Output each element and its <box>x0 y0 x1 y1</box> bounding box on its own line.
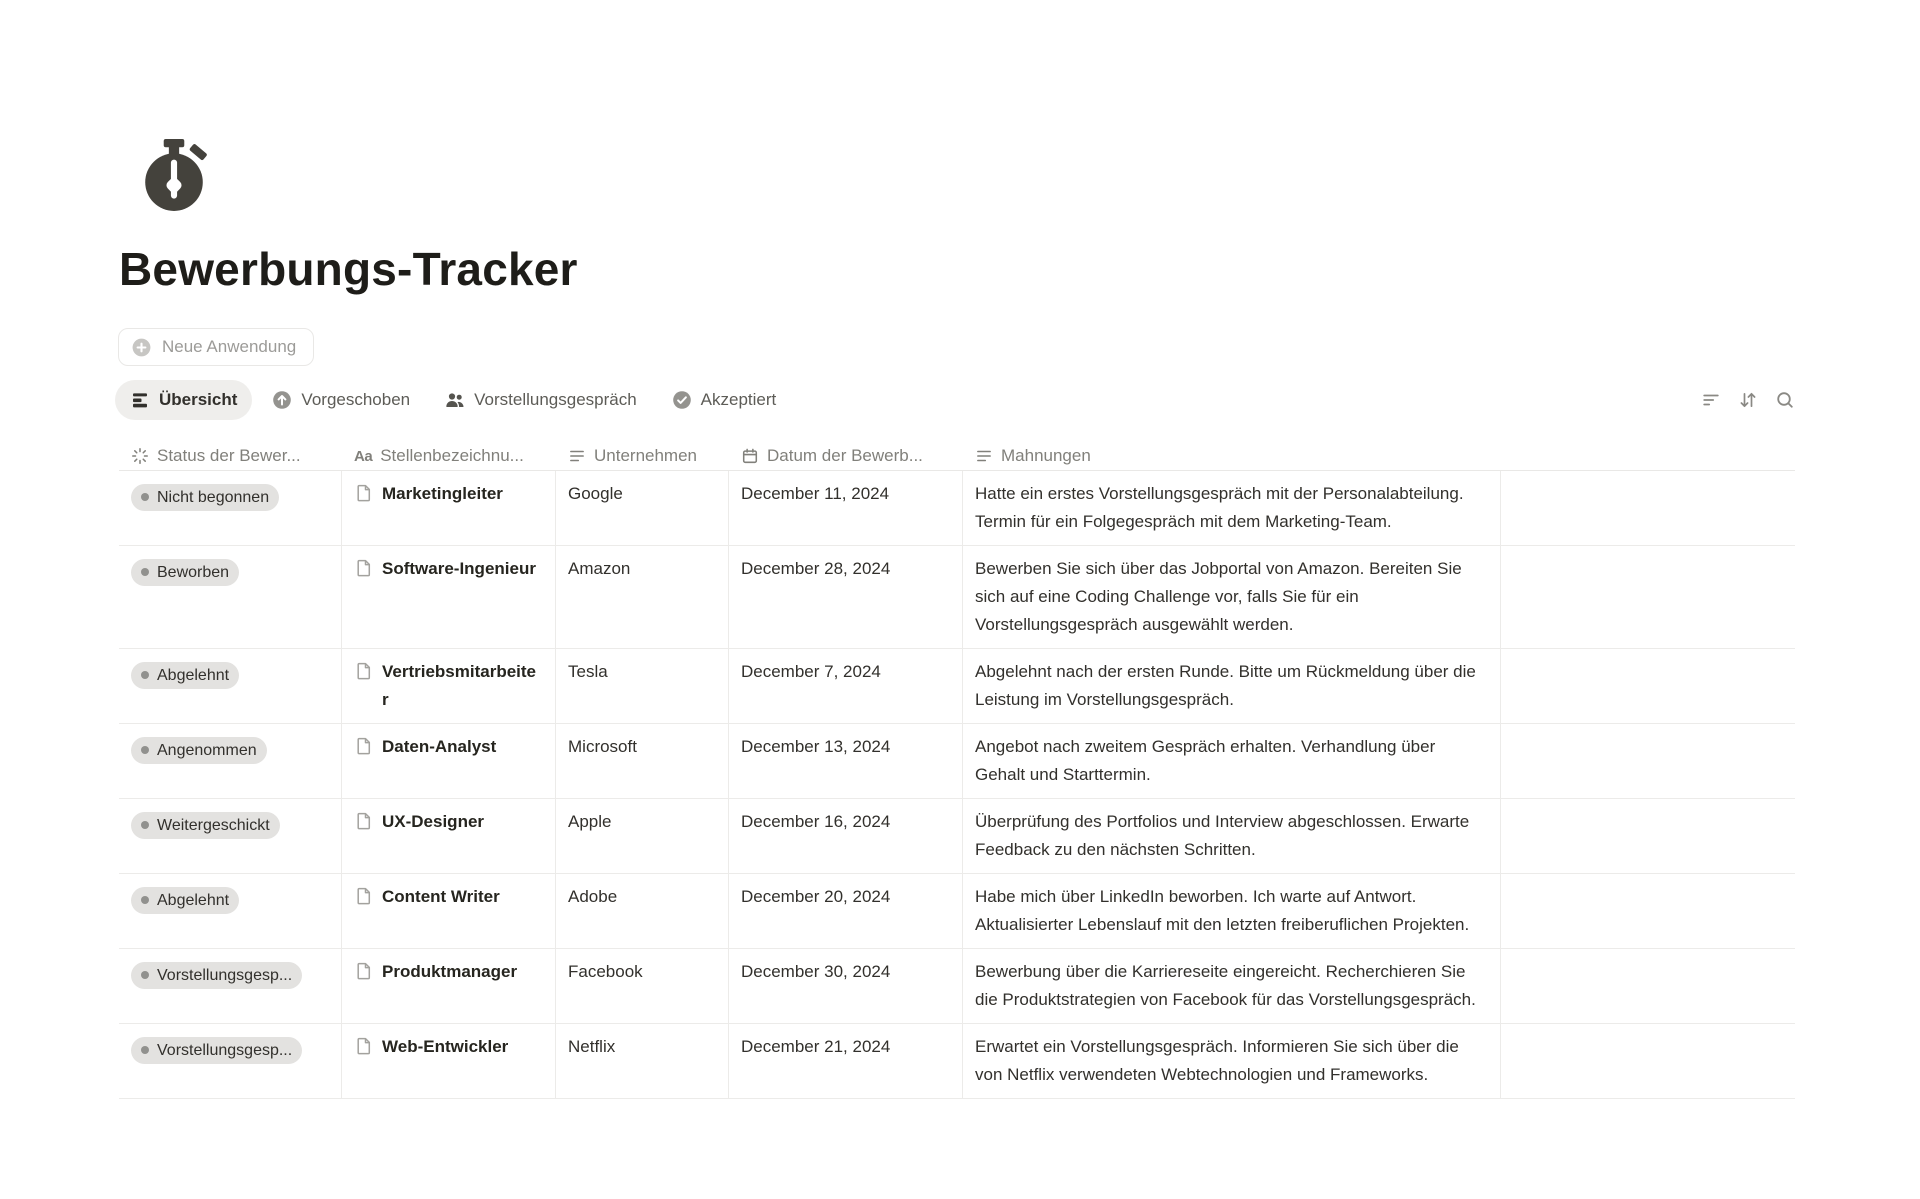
status-dot <box>141 1046 149 1054</box>
status-label: Beworben <box>157 563 230 581</box>
column-header-mahnungen[interactable] <box>963 446 1501 466</box>
date-cell[interactable]: December 21, 2024 <box>729 1024 963 1098</box>
board-view-icon <box>130 390 150 410</box>
new-application-button[interactable] <box>118 328 314 366</box>
status-dot <box>141 746 149 754</box>
position-title: UX-Designer <box>382 812 485 831</box>
status-badge[interactable] <box>131 484 279 511</box>
filter-icon[interactable] <box>1701 390 1721 410</box>
table-row <box>119 471 1795 546</box>
file-icon <box>354 736 374 756</box>
position-title: Web-Entwickler <box>382 1037 509 1056</box>
applications-table <box>119 442 1795 1099</box>
status-label: Angenommen <box>157 741 257 759</box>
page-link[interactable] <box>354 883 541 911</box>
status-cell[interactable] <box>119 1024 342 1098</box>
view-tabs <box>115 380 791 420</box>
page-link[interactable] <box>354 658 541 714</box>
note-cell[interactable]: Überprüfung des Portfolios und Interview abgeschlossen. Erwarte Feedback zu den nächsten Schritten. <box>963 799 1501 873</box>
status-dot <box>141 568 149 576</box>
position-cell[interactable] <box>342 546 556 648</box>
status-dot <box>141 896 149 904</box>
date-cell[interactable]: December 30, 2024 <box>729 949 963 1023</box>
status-cell[interactable] <box>119 874 342 948</box>
sort-icon[interactable] <box>1738 390 1758 410</box>
status-cell[interactable] <box>119 949 342 1023</box>
title-icon: Aa <box>354 447 373 465</box>
table-row <box>119 799 1795 874</box>
status-badge[interactable] <box>131 662 239 689</box>
column-header-label: Mahnungen <box>1001 446 1091 465</box>
position-title: Vertriebsmitarbeiter <box>382 662 537 709</box>
status-dot <box>141 493 149 501</box>
search-icon[interactable] <box>1775 390 1795 410</box>
stopwatch-icon[interactable] <box>137 138 211 212</box>
table-header-row <box>119 442 1795 471</box>
people-icon <box>445 390 465 410</box>
position-cell[interactable] <box>342 724 556 798</box>
tab-label: Vorgeschoben <box>301 390 411 409</box>
page-link[interactable] <box>354 808 541 836</box>
status-cell[interactable] <box>119 799 342 873</box>
new-application-label: Neue Anwendung <box>162 337 297 356</box>
view-controls <box>1701 390 1795 410</box>
status-cell[interactable] <box>119 649 342 723</box>
status-dot <box>141 671 149 679</box>
date-cell[interactable]: December 7, 2024 <box>729 649 963 723</box>
status-icon <box>131 447 149 465</box>
status-label: Weitergeschickt <box>157 816 270 834</box>
position-title: Marketingleiter <box>382 484 503 503</box>
plus-circle-icon <box>131 337 152 358</box>
status-cell[interactable] <box>119 546 342 648</box>
page-link[interactable] <box>354 1033 541 1061</box>
status-badge[interactable] <box>131 559 239 586</box>
table-row <box>119 1024 1795 1099</box>
note-cell[interactable]: Bewerbung über die Karriereseite eingereicht. Recherchieren Sie die Produktstrategien von Facebook für das Vorstellungsgespräch. <box>963 949 1501 1023</box>
note-cell[interactable]: Hatte ein erstes Vorstellungsgespräch mit der Personalabteilung. Termin für ein Folgegespräch mit dem Marketing-Team. <box>963 471 1501 545</box>
table-row <box>119 546 1795 649</box>
company-cell[interactable]: Amazon <box>556 546 729 648</box>
company-cell[interactable]: Apple <box>556 799 729 873</box>
table-row <box>119 649 1795 724</box>
note-cell[interactable]: Erwartet ein Vorstellungsgespräch. Informieren Sie sich über die von Netflix verwendeten Webtechnologien und Frameworks. <box>963 1024 1501 1098</box>
status-dot <box>141 971 149 979</box>
table-row <box>119 874 1795 949</box>
column-header-label: Unternehmen <box>594 446 698 465</box>
date-cell[interactable]: December 28, 2024 <box>729 546 963 648</box>
position-title: Content Writer <box>382 887 500 906</box>
status-badge[interactable] <box>131 737 267 764</box>
status-label: Vorstellungsgesp... <box>157 966 293 984</box>
page-link[interactable] <box>354 555 541 583</box>
status-label: Abgelehnt <box>157 666 230 684</box>
file-icon <box>354 961 374 981</box>
action-row <box>118 328 1920 366</box>
position-title: Software-Ingenieur <box>382 559 536 578</box>
column-header-datum-der-bewerb[interactable] <box>729 446 963 466</box>
status-cell[interactable] <box>119 724 342 798</box>
tab-ubersicht[interactable] <box>115 380 252 420</box>
empty-cell <box>1501 546 1795 648</box>
file-icon <box>354 483 374 503</box>
status-badge[interactable] <box>131 962 302 989</box>
page-link[interactable] <box>354 480 541 508</box>
table-row <box>119 724 1795 799</box>
position-cell[interactable] <box>342 874 556 948</box>
column-header-stellenbezeichnu[interactable] <box>342 446 556 466</box>
note-cell[interactable]: Angebot nach zweitem Gespräch erhalten. Verhandlung über Gehalt und Starttermin. <box>963 724 1501 798</box>
status-cell[interactable] <box>119 471 342 545</box>
company-cell[interactable]: Microsoft <box>556 724 729 798</box>
calendar-icon <box>741 447 759 465</box>
tab-akzeptiert[interactable] <box>657 380 792 420</box>
date-cell[interactable]: December 11, 2024 <box>729 471 963 545</box>
text-icon <box>568 447 586 465</box>
position-cell[interactable] <box>342 1024 556 1098</box>
tab-label: Vorstellungsgespräch <box>474 390 637 409</box>
empty-cell <box>1501 799 1795 873</box>
status-label: Abgelehnt <box>157 891 230 909</box>
column-header-label: Status der Bewer... <box>157 446 301 465</box>
status-badge[interactable] <box>131 812 280 839</box>
page-title[interactable]: Bewerbungs-Tracker <box>119 243 578 295</box>
date-cell[interactable]: December 20, 2024 <box>729 874 963 948</box>
view-tabs-bar <box>115 380 1795 420</box>
position-cell[interactable] <box>342 649 556 723</box>
tab-vorstellungsgesprach[interactable] <box>430 380 652 420</box>
column-header-label: Datum der Bewerb... <box>767 446 923 465</box>
position-cell[interactable] <box>342 799 556 873</box>
note-cell[interactable]: Habe mich über LinkedIn beworben. Ich warte auf Antwort. Aktualisierter Lebenslauf mit den letzten freiberuflichen Projekten. <box>963 874 1501 948</box>
file-icon <box>354 1036 374 1056</box>
empty-cell <box>1501 724 1795 798</box>
status-label: Vorstellungsgesp... <box>157 1041 293 1059</box>
tab-vorgeschoben[interactable] <box>257 380 425 420</box>
empty-cell <box>1501 949 1795 1023</box>
date-cell[interactable]: December 13, 2024 <box>729 724 963 798</box>
position-cell[interactable] <box>342 471 556 545</box>
arrow-up-circle-icon <box>272 390 292 410</box>
company-cell[interactable]: Adobe <box>556 874 729 948</box>
file-icon <box>354 886 374 906</box>
status-badge[interactable] <box>131 1037 302 1064</box>
date-cell[interactable]: December 16, 2024 <box>729 799 963 873</box>
file-icon <box>354 661 374 681</box>
position-title: Daten-Analyst <box>382 737 497 756</box>
file-icon <box>354 811 374 831</box>
check-circle-icon <box>672 390 692 410</box>
empty-cell <box>1501 649 1795 723</box>
page-link[interactable] <box>354 958 541 986</box>
text-icon <box>975 447 993 465</box>
table-row <box>119 949 1795 1024</box>
company-cell[interactable]: Tesla <box>556 649 729 723</box>
status-dot <box>141 821 149 829</box>
empty-cell <box>1501 874 1795 948</box>
status-badge[interactable] <box>131 887 239 914</box>
empty-cell <box>1501 471 1795 545</box>
column-header-status-der-bewer[interactable] <box>119 446 342 466</box>
column-header-label: Stellenbezeichnu... <box>380 446 524 465</box>
company-cell[interactable]: Google <box>556 471 729 545</box>
status-label: Nicht begonnen <box>157 488 270 506</box>
empty-cell <box>1501 1024 1795 1098</box>
table-body <box>119 471 1795 1099</box>
column-header-unternehmen[interactable] <box>556 446 729 466</box>
company-cell[interactable]: Netflix <box>556 1024 729 1098</box>
note-cell[interactable]: Abgelehnt nach der ersten Runde. Bitte um Rückmeldung über die Leistung im Vorstellungsgespräch. <box>963 649 1501 723</box>
page-link[interactable] <box>354 733 541 761</box>
position-cell[interactable] <box>342 949 556 1023</box>
tab-label: Akzeptiert <box>700 390 777 409</box>
tab-label: Übersicht <box>159 390 238 409</box>
company-cell[interactable]: Facebook <box>556 949 729 1023</box>
file-icon <box>354 558 374 578</box>
position-title: Produktmanager <box>382 962 518 981</box>
note-cell[interactable]: Bewerben Sie sich über das Jobportal von Amazon. Bereiten Sie sich auf eine Coding Challenge vor, falls Sie für ein Vorstellungsgespräch ausgewählt werden. <box>963 546 1501 648</box>
